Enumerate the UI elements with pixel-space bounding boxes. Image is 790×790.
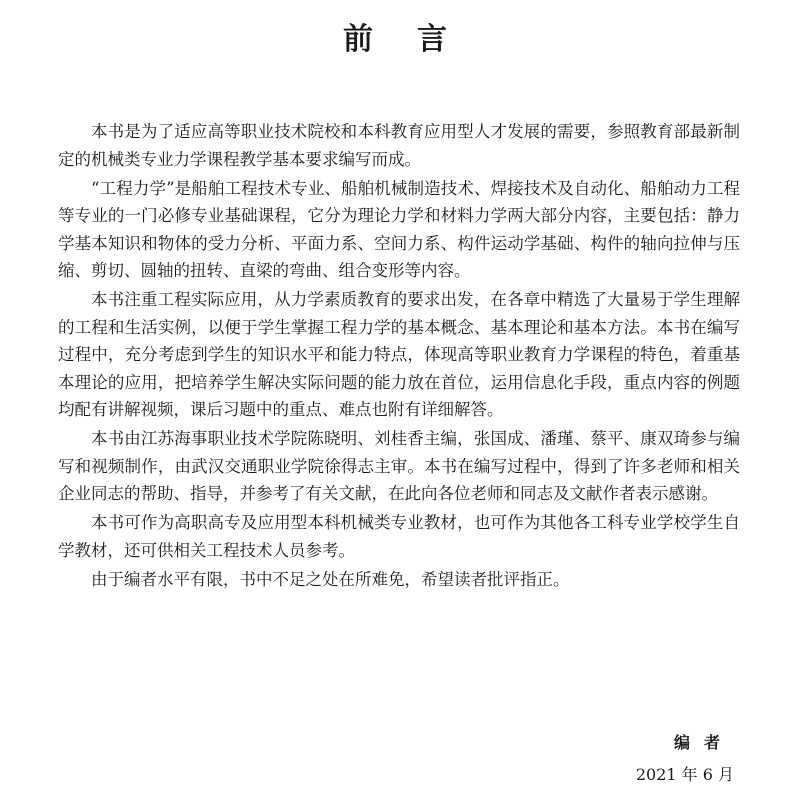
paragraph: “工程力学”是船舶工程技术专业、船舶机械制造技术、焊接技术及自动化、船舶动力工程等专业的一门必修专业基础课程，它分为理论力学和材料力学两大部分内容，主要包括：静力学基本知识和物体的受力分析、平面力系、空间力系、构件运动学基础、构件的轴向拉伸与压缩、剪切、圆轴的扭转、直梁的弯曲、组合变形等内容。 <box>58 178 740 280</box>
paragraph: 本书可作为高职高专及应用型本科机械类专业教材，也可作为其他各工科专业学校学生自学教材，还可供相关工程技术人员参考。 <box>58 513 740 560</box>
paragraph: 本书由江苏海事职业技术学院陈晓明、刘桂香主编，张国成、潘瑾、蔡平、康双琦参与编写和视频制作，由武汉交通职业学院徐得志主审。本书在编写过程中，得到了许多老师和相关企业同志的帮助、指导，并参考了有关文献，在此向各位老师和同志及文献作者表示感谢。 <box>58 429 740 503</box>
author-signature: 编者 <box>673 733 734 752</box>
date: 2021 年 6 月 <box>635 765 734 784</box>
page-title: 前言 <box>343 22 491 57</box>
paragraph: 本书是为了适应高等职业技术院校和本科教育应用型人才发展的需要，参照教育部最新制定的机械类专业力学课程教学基本要求编写而成。 <box>58 122 740 169</box>
paragraph: 本书注重工程实际应用，从力学素质教育的要求出发，在各章中精选了大量易于学生理解的工程和生活实例，以便于学生掌握工程力学的基本概念、基本理论和基本方法。本书在编写过程中，充分考虑到学生的知识水平和能力特点，体现高等职业教育力学课程的特色，着重基本理论的应用，把培养学生解决实际问题的能力放在首位，运用信息化手段，重点内容的例题均配有讲解视频，课后习题中的重点、难点也附有详细解答。 <box>58 290 740 419</box>
paragraph: 由于编者水平有限，书中不足之处在所难免，希望读者批评指正。 <box>91 569 570 589</box>
preface-body <box>58 118 740 595</box>
